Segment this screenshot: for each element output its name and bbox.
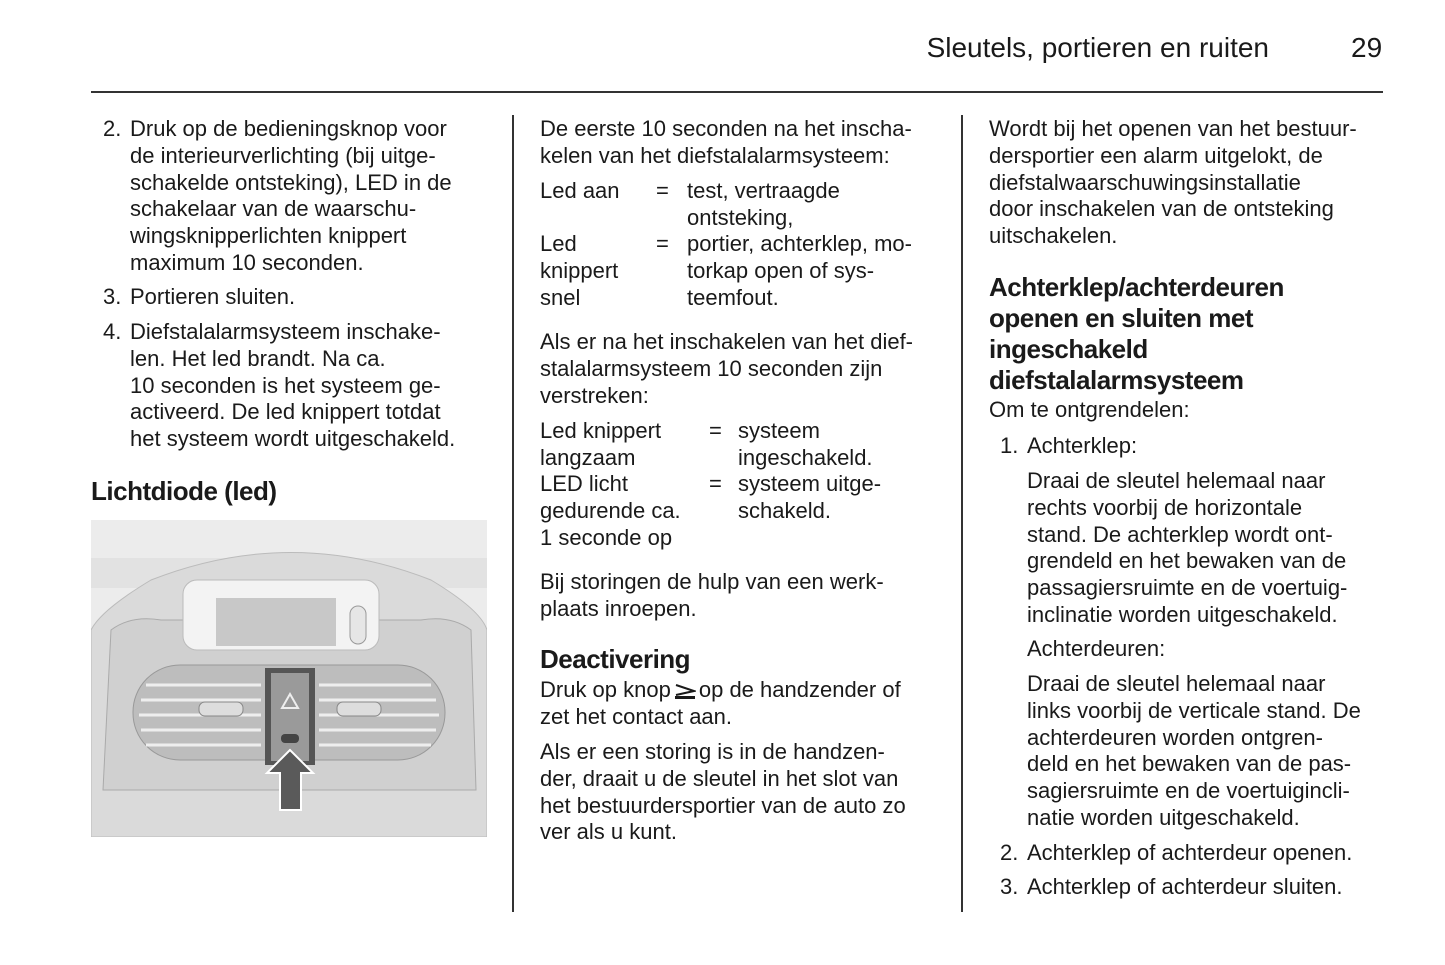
paragraph: De eerste 10 seconden na het inscha- kelen van het diefstalalarmsysteem: <box>540 116 912 168</box>
page-number: 29 <box>1351 32 1383 63</box>
led-status-table-row: Led aan <box>540 178 620 203</box>
equals-sign: = <box>709 418 722 443</box>
list-item-text: Portieren sluiten. <box>130 284 296 309</box>
led-status-value: test, vertraagde ontsteking, <box>687 178 840 230</box>
led-status-value: systeem uitge- schakeld. <box>738 471 882 523</box>
list-number: 3. <box>103 284 122 309</box>
list-item-text: Druk op de bedieningsknop voor de interieurverlichting (bij uitge- schakelde ontsteking), LED in de schakelaar van de waarschu- wingsknipperlichten knippert maximum 10 seconden. <box>130 116 452 275</box>
column-divider <box>512 115 514 912</box>
led-status-table-row: Led knippert snel <box>540 231 619 310</box>
section-heading: Achterklep/achterdeuren openen en sluiten met ingeschakeld diefstalalarmsysteem <box>989 272 1284 395</box>
list-number: 3. <box>1000 874 1019 899</box>
paragraph: Bij storingen de hulp van een werk- plaats inroepen. <box>540 569 884 621</box>
equals-sign: = <box>656 231 669 256</box>
led-status-table-row: LED licht gedurende ca. 1 seconde op <box>540 471 681 550</box>
sub-label: Achterdeuren: <box>1027 636 1166 661</box>
section-title: Sleutels, portieren en ruiten <box>926 32 1269 63</box>
paragraph: Als er na het inschakelen van het dief- stalalarmsysteem 10 seconden zijn verstreken: <box>540 329 914 408</box>
section-heading: Lichtdiode (led) <box>91 476 277 506</box>
list-item-text: Diefstalalarmsysteem inschake- len. Het led brandt. Na ca. 10 seconden is het systeem ge- activeerd. De led knippert totdat het systeem wordt uitgeschakeld. <box>130 319 456 452</box>
led-status-table-row: Led knippert langzaam <box>540 418 662 470</box>
paragraph: Druk op knop op de handzender of zet het contact aan. <box>540 677 901 729</box>
list-number: 1. <box>1000 433 1019 458</box>
list-number: 2. <box>1000 840 1019 865</box>
intro-text: Om te ontgrendelen: <box>989 397 1190 422</box>
column-divider <box>961 115 963 912</box>
list-item-text: Achterklep of achterdeur openen. <box>1027 840 1353 865</box>
equals-sign: = <box>709 471 722 496</box>
list-number: 2. <box>103 116 122 141</box>
paragraph: Wordt bij het openen van het bestuur- dersportier een alarm uitgelokt, de diefstalwaarschuwingsinstallatie door inschakelen van de ontsteking uitschakelen. <box>989 116 1357 249</box>
list-item-text: Achterklep: <box>1027 433 1138 458</box>
paragraph: Draai de sleutel helemaal naar links voorbij de verticale stand. De achterdeuren worden ontgren- deld en het bewaken van de pas- sagiersruimte en de voertuigincli- natie worden uitgeschakeld. <box>1027 671 1361 830</box>
header-rule <box>91 91 1383 93</box>
list-item-text: Achterklep of achterdeur sluiten. <box>1027 874 1343 899</box>
section-heading: Deactivering <box>540 644 691 674</box>
equals-sign: = <box>656 178 669 203</box>
paragraph: Als er een storing is in de handzen- der, draait u de sleutel in het slot van het bestuurdersportier van de auto zo ver als u kunt. <box>540 739 906 845</box>
dashboard-led-illustration <box>91 520 487 837</box>
led-status-value: portier, achterklep, mo- torkap open of sys- teemfout. <box>687 231 912 310</box>
list-number: 4. <box>103 319 122 344</box>
led-status-value: systeem ingeschakeld. <box>738 418 873 470</box>
paragraph: Draai de sleutel helemaal naar rechts voorbij de horizontale stand. De achterklep wordt ont- grendeld en het bewaken van de passagiersruimte en de voertuig- inclinatie worden uitgeschakeld. <box>1027 468 1348 627</box>
lock-button-icon <box>674 679 696 697</box>
